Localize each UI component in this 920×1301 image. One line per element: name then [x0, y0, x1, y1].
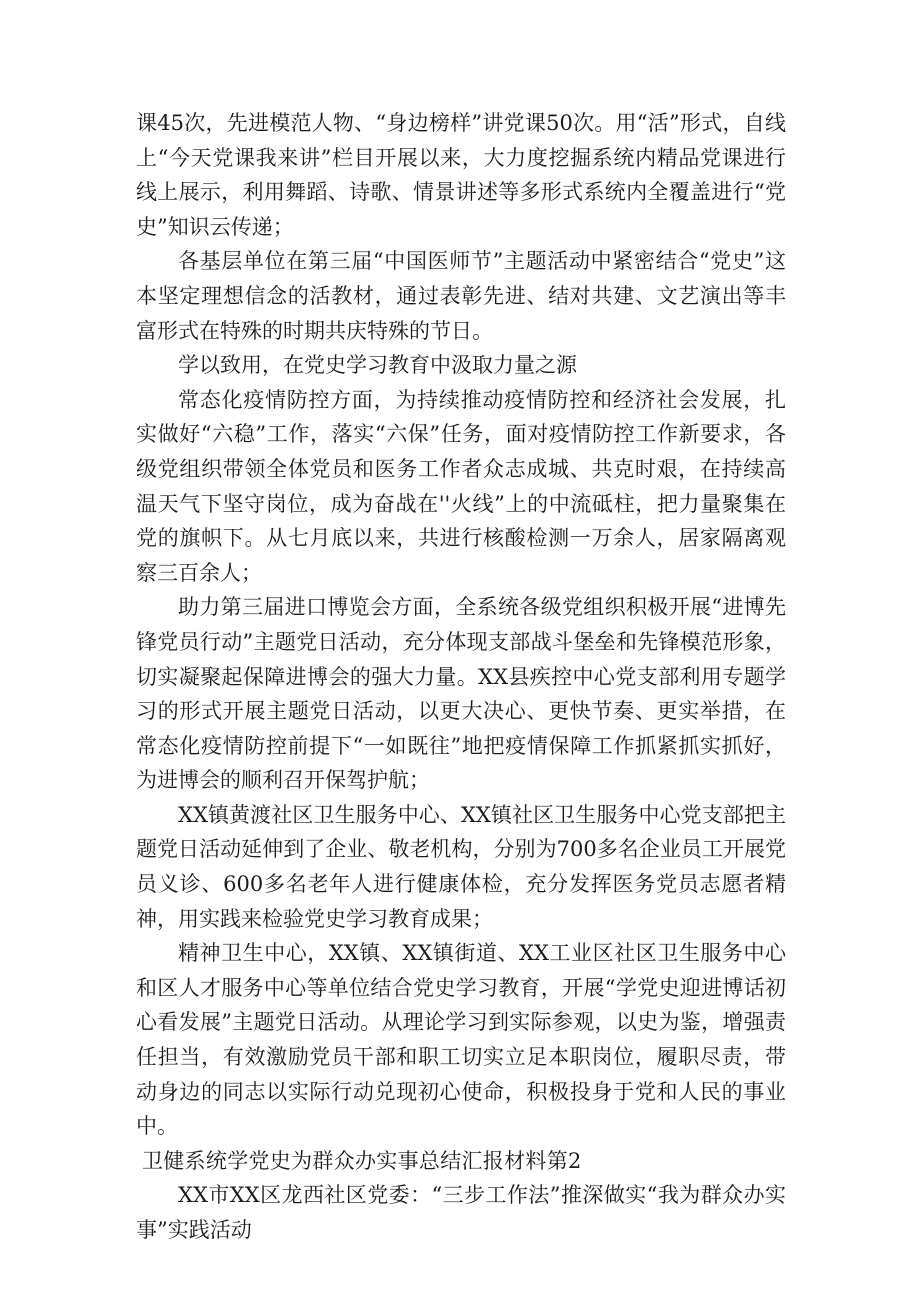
- paragraph-longxi-community: XX市XX区龙西社区党委：“三步工作法”推深做实“我为群众办实事”实践活动: [136, 1183, 786, 1242]
- section-heading-strength: 学以致用，在党史学习教育中汲取力量之源: [178, 353, 577, 378]
- paragraph-mental-health: 精神卫生中心，XX镇、XX镇街道、XX工业区社区卫生服务中心和区人才服务中心等单位结合党史学习教育，开展“学党史迎进博话初心看发展”主题党日活动。从理论学习到实际参观，以史为鉴，增强责任担当，有效激励党员干部和职工切实立足本职岗位，履职尽责，带动身边的同志以实际行动兑现初心使命，积极投身于党和人民的事业中。: [136, 941, 786, 1139]
- paragraph-community-health: XX镇黄渡社区卫生服务中心、XX镇社区卫生服务中心党支部把主题党日活动延伸到了企业、敬老机构，分别为700多名企业员工开展党员义诊、600多名老年人进行健康体检，充分发挥医务党员志愿者精神，用实践来检验党史学习教育成果；: [136, 802, 786, 931]
- paragraph-import-expo: 助力第三届进口博览会方面，全系统各级党组织积极开展“进博先锋党员行动”主题党日活动，充分体现支部战斗堡垒和先锋模范形象，切实凝聚起保障进博会的强大力量。XX县疾控中心党支部利用专题学习的形式开展主题党日活动，以更大决心、更快节奏、更实举措，在常态化疫情防控前提下“一如既往”地把疫情保障工作抓紧抓实抓好，为进博会的顺利召开保驾护航；: [136, 595, 786, 793]
- paragraph-epidemic-control: 常态化疫情防控方面，为持续推动疫情防控和经济社会发展，扎实做好“六稳”工作，落实“六保”任务，面对疫情防控工作新要求，各级党组织带领全体党员和医务工作者众志成城、共克时艰，在持续高温天气下坚守岗位，成为奋战在''火线”上的中流砥柱，把力量聚集在党的旗帜下。从七月底以来，共进行核酸检测一万余人，居家隔离观察三百余人；: [136, 387, 786, 585]
- paragraph-doctors-day: 各基层单位在第三届“中国医师节”主题活动中紧密结合“党史”这本坚定理想信念的活教材，通过表彰先进、结对共建、文艺演出等丰富形式在特殊的时期共庆特殊的节日。: [136, 249, 786, 343]
- document-body: [136, 106, 786, 1248]
- paragraph-party-lessons: 课45次，先进模范人物、“身边榜样”讲党课50次。用“活”形式，自线上“今天党课我来讲”栏目开展以来，大力度挖掘系统内精品党课进行线上展示，利用舞蹈、诗歌、情景讲述等多形式系统内全覆盖进行“党史”知识云传递；: [136, 111, 786, 239]
- section-title-report-2: 卫健系统学党史为群众办实事总结汇报材料第2: [142, 1148, 582, 1173]
